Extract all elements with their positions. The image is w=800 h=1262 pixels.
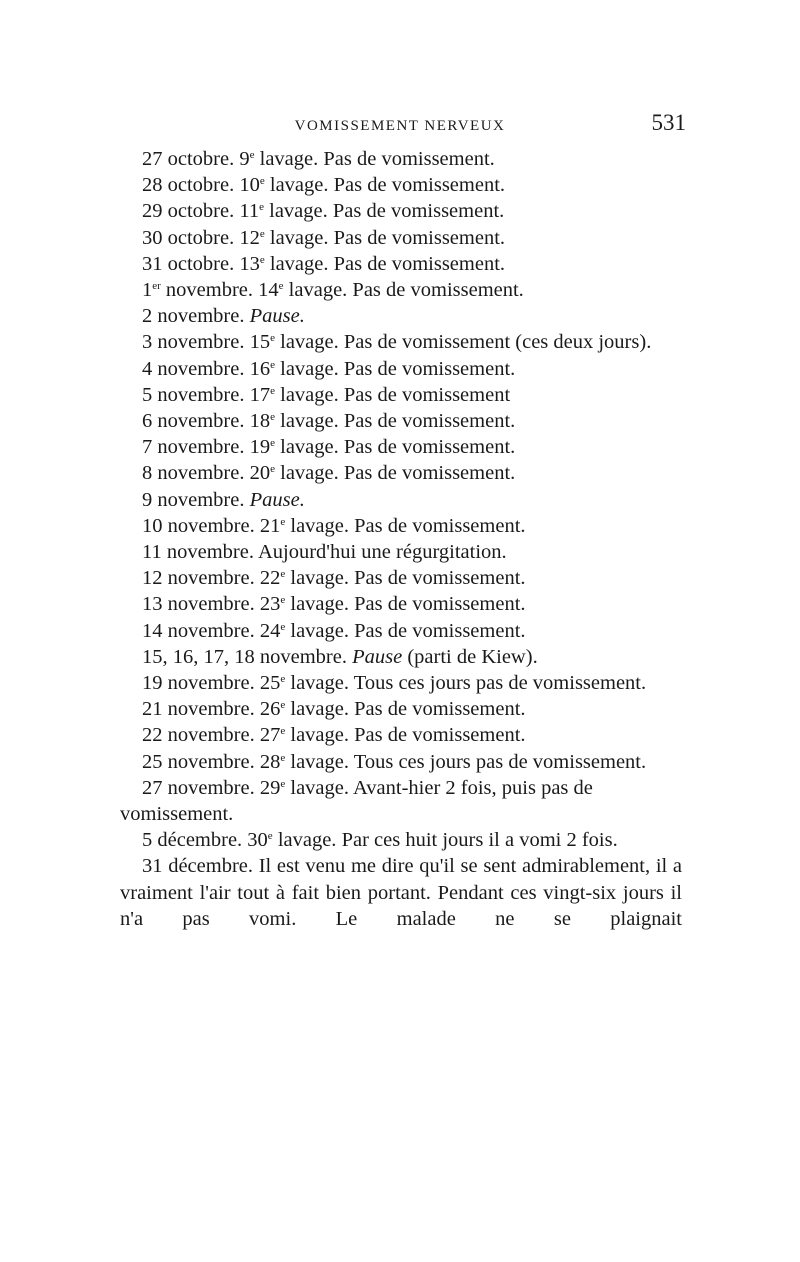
entry-lavage-number: 23 bbox=[259, 593, 281, 616]
entry-lavage-superscript: e bbox=[280, 568, 286, 581]
entry-lavage-number: 11 bbox=[239, 200, 260, 223]
entry-text: Pas de vomissement. bbox=[343, 410, 516, 433]
entry-lavage-superscript: e bbox=[259, 253, 265, 266]
entry-text: Pas de vomissement. bbox=[333, 226, 506, 249]
entry-lavage-superscript: e bbox=[259, 201, 264, 214]
entry-date: 22 novembre. bbox=[142, 724, 255, 747]
entry-lavage-superscript: e bbox=[270, 384, 275, 397]
entry-lavage-superscript: e bbox=[270, 437, 275, 450]
entry-date: 29 octobre. bbox=[142, 200, 235, 223]
entry-text: Pas de vomissement. bbox=[352, 279, 524, 302]
entry-date: 9 novembre. bbox=[142, 488, 245, 511]
entry-date-superscript: er bbox=[152, 280, 161, 293]
entry-date: 6 novembre. bbox=[142, 410, 245, 433]
journal-entry bbox=[120, 775, 682, 827]
journal-entry bbox=[120, 670, 682, 696]
entry-lavage-word: lavage. bbox=[290, 672, 349, 695]
entry-lavage-word: lavage. bbox=[280, 357, 339, 380]
entry-lavage-word: lavage. bbox=[269, 200, 328, 223]
journal-entry bbox=[120, 827, 682, 853]
entry-lavage-word: lavage. bbox=[259, 148, 319, 170]
entry-lavage-number: 16 bbox=[249, 357, 271, 380]
journal-entry bbox=[120, 356, 682, 382]
page-number: 531 bbox=[651, 110, 686, 135]
entry-lavage-word: lavage. bbox=[280, 436, 339, 459]
entry-date: 31 décembre. bbox=[142, 855, 253, 878]
entry-lavage-number: 26 bbox=[259, 698, 281, 721]
page-header bbox=[120, 110, 686, 148]
entry-text: Pas de vomissement. bbox=[323, 148, 495, 170]
entry-lavage-superscript: e bbox=[278, 280, 284, 293]
entry-text: Pas de vomissement. bbox=[343, 357, 516, 380]
entry-date: 19 novembre. bbox=[142, 672, 255, 695]
entry-text: Pas de vomissement. bbox=[332, 200, 505, 223]
journal-entry bbox=[120, 382, 682, 408]
entry-date: 30 octobre. bbox=[142, 226, 235, 249]
journal-entry bbox=[120, 460, 682, 486]
entry-text: Pas de vomissement. bbox=[354, 724, 526, 747]
entry-text: Pas de vomissement. bbox=[343, 436, 516, 459]
entry-text: Tous ces jours pas de vomissement. bbox=[353, 750, 647, 773]
entry-italic: Pause. bbox=[249, 305, 305, 328]
entry-lavage-superscript: e bbox=[280, 777, 286, 790]
entry-lavage-superscript: e bbox=[270, 463, 275, 476]
entry-text: Aujourd'hui une régurgitation. bbox=[257, 541, 507, 564]
journal-entry bbox=[120, 539, 682, 565]
entry-lavage-word: lavage. bbox=[290, 514, 349, 537]
entry-text: Pas de vomissement. bbox=[343, 462, 516, 485]
body-text bbox=[120, 146, 682, 932]
entry-date: 27 octobre. bbox=[142, 148, 235, 170]
journal-entry bbox=[120, 853, 682, 932]
entry-date: 2 novembre. bbox=[142, 305, 245, 328]
entry-date: 11 novembre. bbox=[142, 541, 254, 564]
entry-lavage-superscript: e bbox=[280, 515, 286, 528]
entry-lavage-word: lavage. bbox=[290, 567, 349, 590]
entry-date-number: 1 bbox=[142, 279, 153, 302]
journal-entry bbox=[120, 565, 682, 591]
entry-text: Pas de vomissement. bbox=[333, 174, 506, 197]
entry-date: 15, 16, 17, 18 novembre. bbox=[142, 645, 347, 668]
entry-lavage-number: 9 bbox=[239, 148, 250, 170]
entry-text: Pas de vomissement (ces deux jours). bbox=[343, 331, 652, 354]
running-title: VOMISSEMENT NERVEUX bbox=[294, 118, 506, 134]
journal-entry bbox=[120, 172, 682, 198]
entry-lavage-superscript: e bbox=[280, 594, 286, 607]
entry-lavage-word: lavage. bbox=[280, 383, 339, 406]
entry-lavage-number: 27 bbox=[259, 724, 281, 747]
entry-date: 31 octobre. bbox=[142, 252, 235, 275]
entry-lavage-superscript: e bbox=[270, 332, 275, 345]
entry-lavage-superscript: e bbox=[249, 149, 255, 161]
entry-lavage-number: 29 bbox=[259, 776, 281, 799]
journal-entry bbox=[120, 251, 682, 277]
entry-lavage-number: 22 bbox=[259, 567, 281, 590]
entry-lavage-number: 28 bbox=[259, 750, 281, 773]
entry-text: Tous ces jours pas de vomissement. bbox=[353, 672, 647, 695]
entry-date: 7 novembre. bbox=[142, 436, 245, 459]
entry-lavage-number: 24 bbox=[259, 619, 281, 642]
entry-lavage-word: lavage. bbox=[269, 174, 329, 197]
journal-entry bbox=[120, 146, 682, 172]
entry-lavage-superscript: e bbox=[267, 830, 273, 843]
journal-entry bbox=[120, 513, 682, 539]
entry-lavage-number: 21 bbox=[259, 514, 281, 537]
entry-lavage-word: lavage. bbox=[290, 724, 349, 747]
entry-lavage-word: lavage. bbox=[290, 593, 349, 616]
entry-lavage-number: 17 bbox=[249, 383, 271, 406]
entry-lavage-word: lavage. bbox=[269, 252, 329, 275]
entry-date: 28 octobre. bbox=[142, 174, 235, 197]
entry-lavage-word: lavage. bbox=[288, 279, 348, 302]
entry-date: 5 novembre. bbox=[142, 383, 245, 406]
entry-date: 3 novembre. bbox=[142, 331, 245, 354]
journal-entry bbox=[120, 277, 682, 303]
entry-text: (parti de Kiew). bbox=[407, 645, 538, 668]
entry-text: Pas de vomissement. bbox=[354, 698, 526, 721]
entry-lavage-number: 30 bbox=[247, 829, 268, 852]
entry-lavage-superscript: e bbox=[280, 751, 286, 764]
entry-date: 25 novembre. bbox=[142, 750, 255, 773]
journal-entry bbox=[120, 591, 682, 617]
entry-italic: Pause. bbox=[249, 488, 305, 511]
entry-date: 13 novembre. bbox=[142, 593, 255, 616]
journal-entry bbox=[120, 329, 682, 355]
journal-entry bbox=[120, 434, 682, 460]
entry-lavage-superscript: e bbox=[270, 358, 275, 371]
entry-lavage-word: lavage. bbox=[290, 776, 349, 799]
entry-date: 27 novembre. bbox=[142, 776, 255, 799]
entry-lavage-superscript: e bbox=[280, 620, 286, 633]
entry-date: 14 novembre. bbox=[142, 619, 255, 642]
entry-lavage-number: 12 bbox=[239, 226, 260, 249]
entry-lavage-superscript: e bbox=[280, 673, 286, 686]
journal-entry bbox=[120, 696, 682, 722]
entry-lavage-number: 13 bbox=[239, 252, 260, 275]
entry-text: Pas de vomissement. bbox=[354, 514, 526, 537]
journal-entry bbox=[120, 408, 682, 434]
journal-entry bbox=[120, 644, 682, 670]
entry-lavage-superscript: e bbox=[270, 411, 275, 424]
entry-lavage-number: 18 bbox=[249, 410, 271, 433]
entry-lavage-number: 15 bbox=[249, 331, 271, 354]
entry-lavage-word: lavage. bbox=[280, 331, 339, 354]
entry-lavage-number: 25 bbox=[259, 672, 281, 695]
entry-lavage-number: 19 bbox=[249, 436, 271, 459]
entry-lavage-superscript: e bbox=[280, 699, 286, 712]
entry-text: Avant-hier 2 fois, puis pas de vomissement. bbox=[120, 776, 593, 826]
entry-lavage-word: lavage. bbox=[290, 698, 349, 721]
entry-lavage-word: lavage. bbox=[280, 410, 339, 433]
entry-lavage-word: lavage. bbox=[277, 829, 337, 852]
entry-text: Pas de vomissement bbox=[343, 383, 511, 406]
entry-text: Pas de vomissement. bbox=[354, 593, 526, 616]
entry-lavage-number: 14 bbox=[258, 279, 279, 302]
entry-lavage-number: 20 bbox=[249, 462, 271, 485]
journal-entry bbox=[120, 303, 682, 329]
journal-entry bbox=[120, 722, 682, 748]
journal-entry bbox=[120, 198, 682, 224]
entry-lavage-word: lavage. bbox=[290, 750, 349, 773]
entry-text: Il est venu me dire qu'il se sent admirablement, il a vraiment l'air tout à fait bien portant. Pendant ces vingt-six jours il n'a pas vomi. Le malade ne se plaignait bbox=[120, 855, 683, 930]
entry-lavage-word: lavage. bbox=[280, 462, 339, 485]
journal-entry bbox=[120, 225, 682, 251]
journal-entry bbox=[120, 618, 682, 644]
entry-date: 12 novembre. bbox=[142, 567, 255, 590]
entry-lavage-number: 10 bbox=[239, 174, 260, 197]
entry-date: novembre. bbox=[165, 279, 254, 302]
journal-entry bbox=[120, 749, 682, 775]
entry-lavage-word: lavage. bbox=[269, 226, 329, 249]
entry-lavage-superscript: e bbox=[280, 725, 286, 738]
entry-date: 10 novembre. bbox=[142, 514, 255, 537]
entry-lavage-superscript: e bbox=[259, 227, 265, 240]
entry-date: 8 novembre. bbox=[142, 462, 245, 485]
journal-entry bbox=[120, 487, 682, 513]
entry-date: 5 décembre. bbox=[142, 829, 243, 852]
entry-lavage-word: lavage. bbox=[290, 619, 349, 642]
entry-text: Par ces huit jours il a vomi 2 fois. bbox=[341, 829, 618, 852]
entry-lavage-superscript: e bbox=[259, 175, 265, 188]
entry-text: Pas de vomissement. bbox=[333, 252, 506, 275]
entry-text: Pas de vomissement. bbox=[354, 619, 526, 642]
entry-text: Pas de vomissement. bbox=[354, 567, 526, 590]
entry-date: 21 novembre. bbox=[142, 698, 255, 721]
entry-date: 4 novembre. bbox=[142, 357, 245, 380]
entry-italic: Pause bbox=[352, 645, 403, 668]
